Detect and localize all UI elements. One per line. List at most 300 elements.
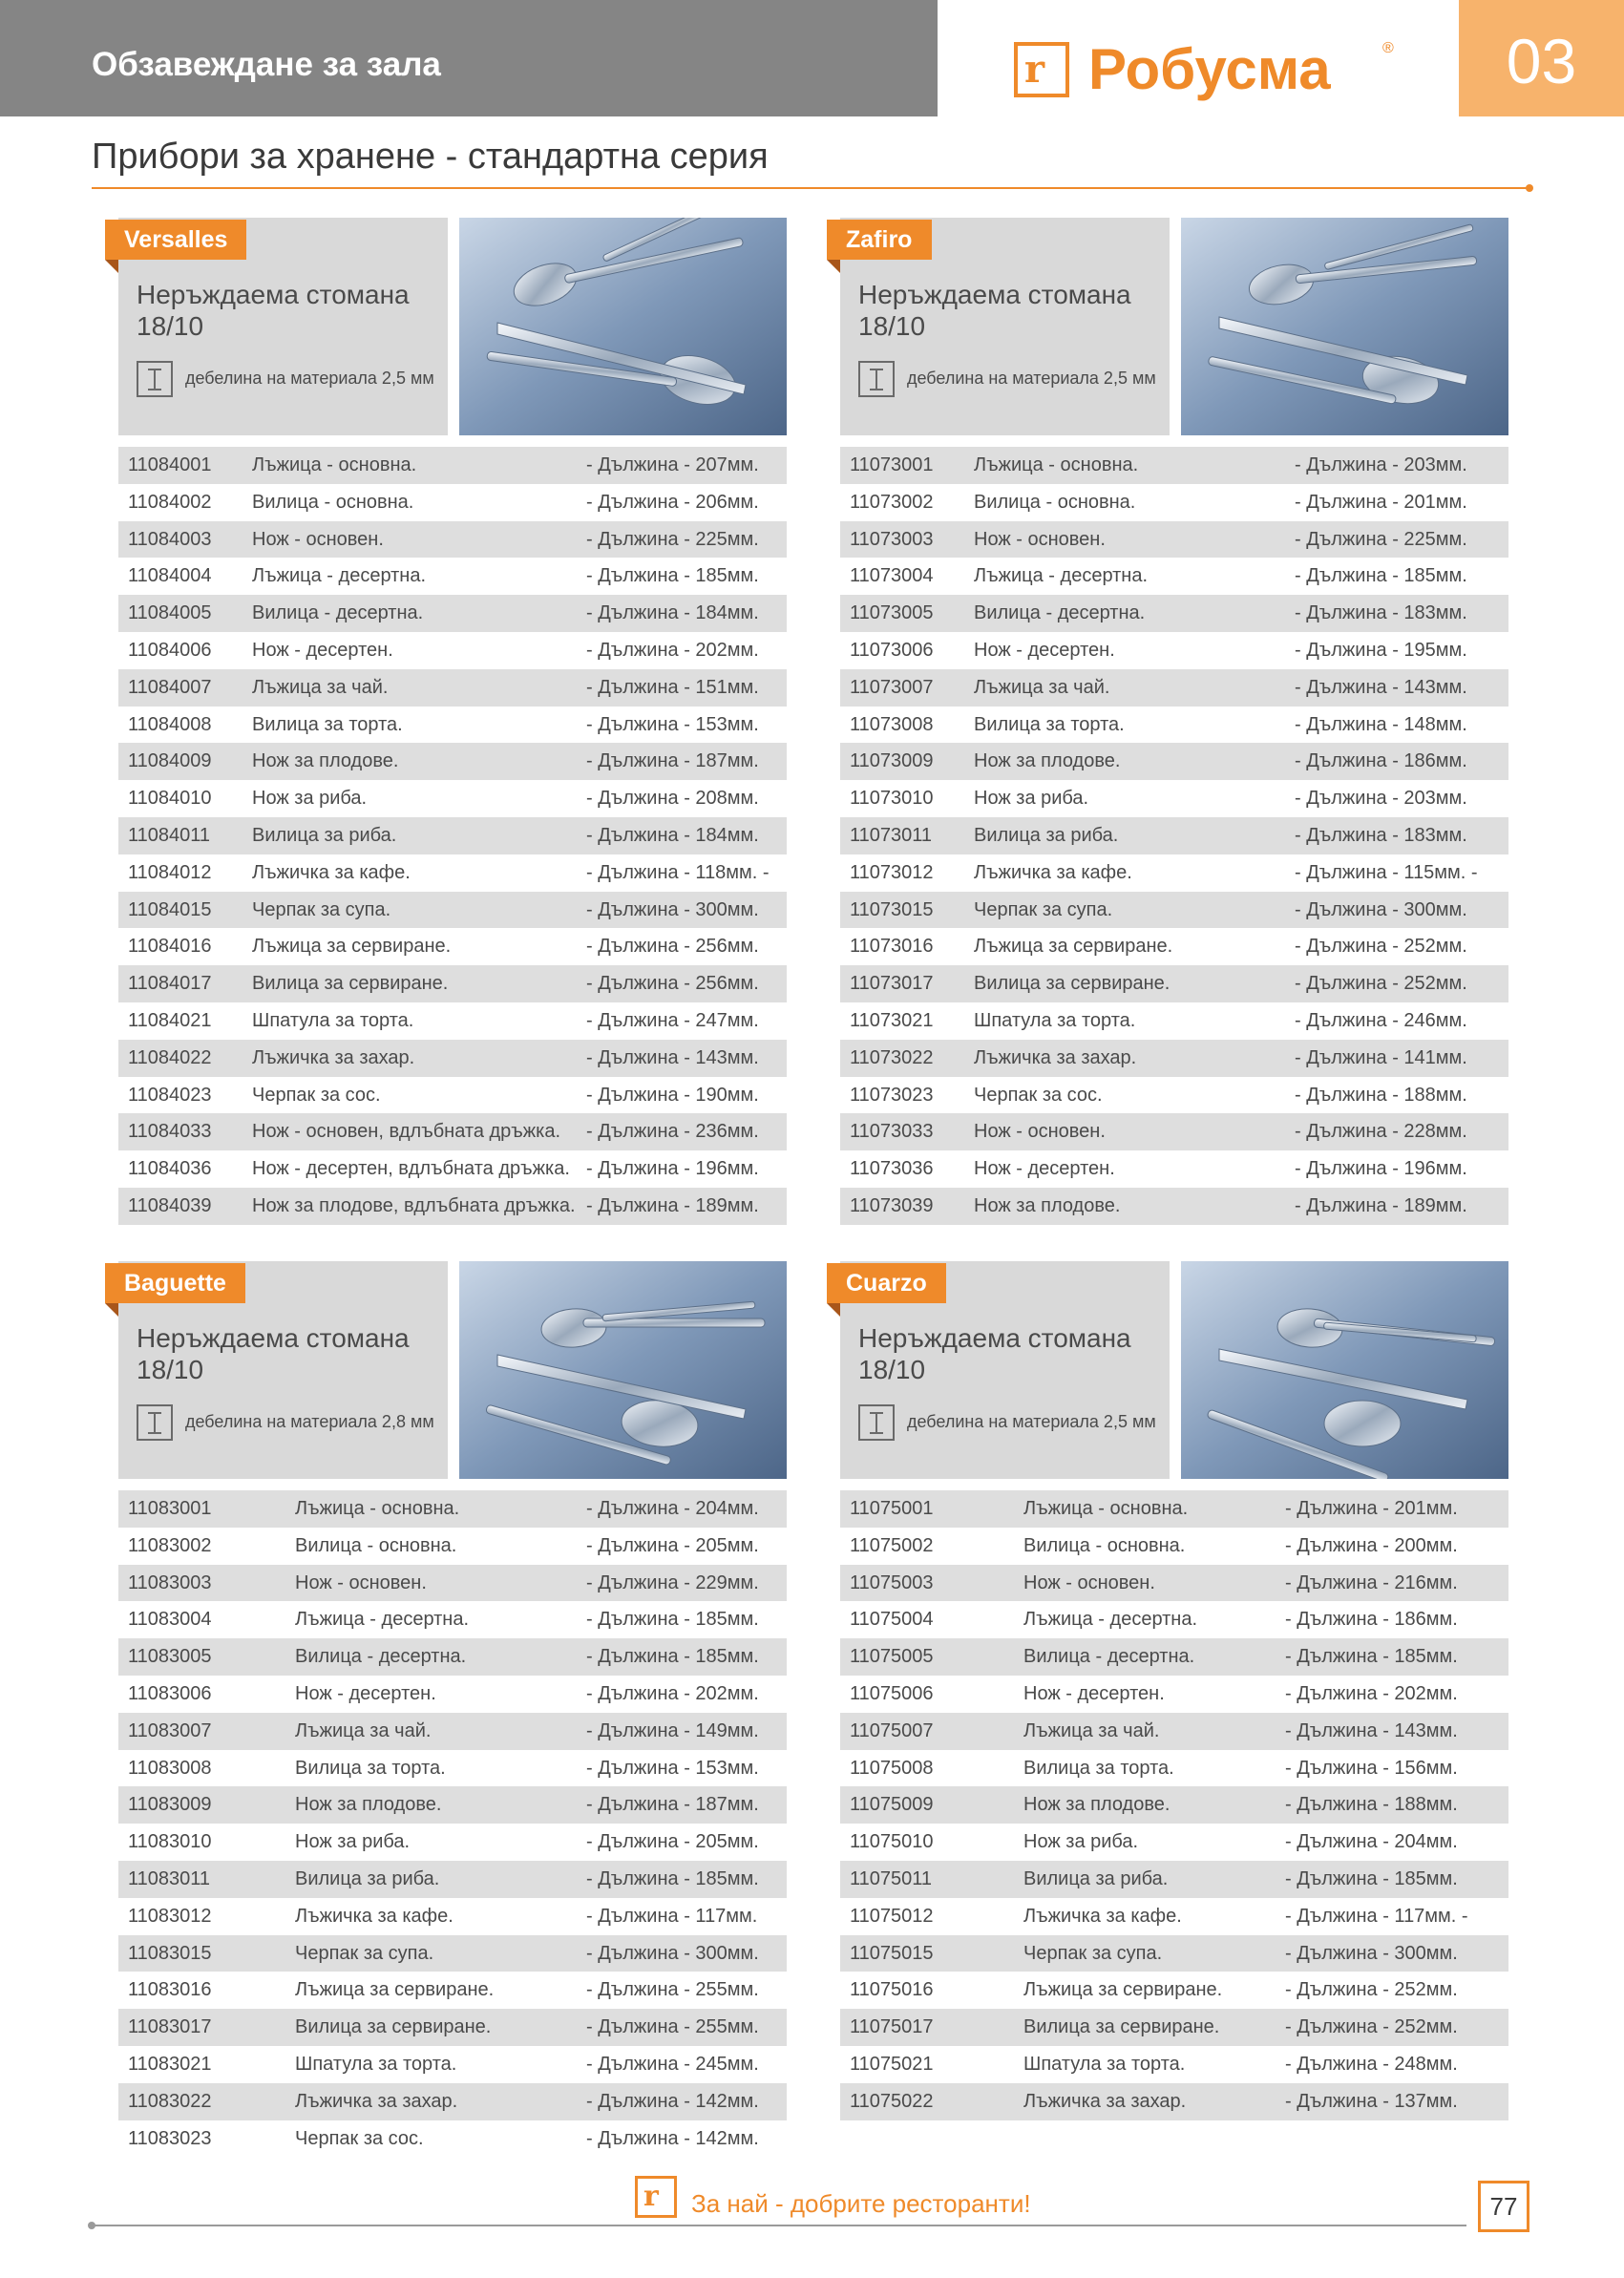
item-table xyxy=(840,1490,1508,2120)
item-description: Нож за плодове. xyxy=(974,1194,1121,1216)
item-description: Лъжица за чай. xyxy=(295,1719,432,1741)
table-row xyxy=(118,558,787,595)
item-description: Лъжица за сервиране. xyxy=(252,936,452,958)
item-description: Нож - основен. xyxy=(974,1121,1106,1143)
chapter-badge xyxy=(1459,0,1624,116)
table-row xyxy=(118,854,787,892)
cutlery-photo xyxy=(1181,218,1508,435)
item-length: - Дължина - 252мм. xyxy=(1295,936,1467,958)
item-length: - Дължина - 185мм. xyxy=(1285,1646,1458,1668)
item-description: Нож - основен. xyxy=(295,1571,427,1593)
tag-fold xyxy=(105,1303,118,1317)
item-code: 11083006 xyxy=(128,1682,212,1704)
item-length: - Дължина - 184мм. xyxy=(586,602,759,624)
table-row xyxy=(840,1150,1508,1188)
item-code: 11084022 xyxy=(128,1046,212,1068)
item-description: Лъжица - основна. xyxy=(295,1498,460,1519)
item-description: Черпак за сос. xyxy=(974,1084,1103,1106)
table-row xyxy=(118,928,787,965)
footer-brand-mark-icon: r xyxy=(635,2176,677,2218)
item-description: Вилица - десертна. xyxy=(252,602,424,624)
item-length: - Дължина - 202мм. xyxy=(586,1682,759,1704)
item-description: Лъжичка за кафе. xyxy=(252,861,411,883)
table-row xyxy=(118,1713,787,1750)
footer-slogan: За най - добрите ресторанти! xyxy=(691,2189,1031,2218)
item-code: 11073005 xyxy=(850,602,934,624)
item-code: 11083004 xyxy=(128,1609,212,1631)
item-table xyxy=(118,1490,787,2157)
table-row xyxy=(118,632,787,669)
item-description: Нож - десертен. xyxy=(252,639,393,661)
item-description: Нож - основен. xyxy=(252,528,384,550)
item-code: 11084016 xyxy=(128,936,212,958)
item-description: Нож - десертен, вдлъбната дръжка. xyxy=(252,1158,570,1180)
item-description: Лъжичка за захар. xyxy=(974,1046,1137,1068)
item-length: - Дължина - 201мм. xyxy=(1295,491,1467,513)
item-code: 11073006 xyxy=(850,639,934,661)
item-code: 11073004 xyxy=(850,565,934,587)
item-description: Лъжица - основна. xyxy=(1023,1498,1189,1519)
item-description: Черпак за сос. xyxy=(295,2127,424,2149)
table-row xyxy=(118,1002,787,1040)
item-length: - Дължина - 143мм. xyxy=(1285,1719,1458,1741)
page-number: 77 xyxy=(1478,2181,1529,2232)
item-description: Нож за плодове. xyxy=(252,750,399,772)
item-code: 11083015 xyxy=(128,1942,212,1964)
item-length: - Дължина - 256мм. xyxy=(586,973,759,995)
item-description: Вилица за торта. xyxy=(974,713,1125,735)
table-row xyxy=(118,1528,787,1565)
item-code: 11083002 xyxy=(128,1534,212,1556)
item-length: - Дължина - 225мм. xyxy=(586,528,759,550)
item-code: 11073036 xyxy=(850,1158,934,1180)
item-code: 11073039 xyxy=(850,1194,934,1216)
table-row xyxy=(840,595,1508,632)
footer-divider-dot xyxy=(88,2222,95,2229)
item-description: Лъжичка за захар. xyxy=(252,1046,415,1068)
table-row xyxy=(118,521,787,559)
item-code: 11084004 xyxy=(128,565,212,587)
table-row xyxy=(840,1528,1508,1565)
item-code: 11073021 xyxy=(850,1009,934,1031)
table-row xyxy=(118,595,787,632)
table-row xyxy=(840,558,1508,595)
item-description: Шпатула за торта. xyxy=(295,2053,457,2075)
table-row xyxy=(840,854,1508,892)
table-row xyxy=(840,447,1508,484)
table-row xyxy=(840,928,1508,965)
item-length: - Дължина - 185мм. xyxy=(586,565,759,587)
item-code: 11084009 xyxy=(128,750,212,772)
table-row xyxy=(118,1750,787,1787)
item-description: Вилица за сервиране. xyxy=(295,2016,492,2038)
item-length: - Дължина - 208мм. xyxy=(586,788,759,810)
table-row xyxy=(118,484,787,521)
item-description: Шпатула за торта. xyxy=(252,1009,414,1031)
item-code: 11084002 xyxy=(128,491,212,513)
brand-mark-icon: r xyxy=(1014,42,1069,97)
item-code: 11083009 xyxy=(128,1794,212,1816)
item-length: - Дължина - 143мм. xyxy=(586,1046,759,1068)
item-code: 11075002 xyxy=(850,1534,934,1556)
item-length: - Дължина - 252мм. xyxy=(1285,1979,1458,2001)
section-title: Обзавеждане за зала xyxy=(92,46,441,83)
item-code: 11075005 xyxy=(850,1646,934,1668)
item-description: Вилица за риба. xyxy=(295,1867,440,1889)
cutlery-photo xyxy=(1181,1261,1508,1479)
item-code: 11073008 xyxy=(850,713,934,735)
item-description: Вилица - основна. xyxy=(974,491,1136,513)
item-length: - Дължина - 186мм. xyxy=(1285,1609,1458,1631)
table-row xyxy=(840,1002,1508,1040)
item-description: Черпак за супа. xyxy=(974,898,1113,920)
item-description: Лъжичка за захар. xyxy=(1023,2090,1187,2112)
item-description: Лъжичка за кафе. xyxy=(974,861,1132,883)
item-length: - Дължина - 189мм. xyxy=(1295,1194,1467,1216)
table-row xyxy=(840,1676,1508,1713)
item-length: - Дължина - 204мм. xyxy=(586,1498,759,1519)
item-length: - Дължина - 184мм. xyxy=(586,824,759,846)
table-row xyxy=(840,1077,1508,1114)
item-description: Лъжица за сервиране. xyxy=(1023,1979,1223,2001)
item-code: 11083016 xyxy=(128,1979,212,2001)
item-description: Вилица за торта. xyxy=(252,713,403,735)
table-row xyxy=(840,632,1508,669)
tag-fold xyxy=(827,1303,840,1317)
item-code: 11083011 xyxy=(128,1867,211,1889)
item-length: - Дължина - 137мм. xyxy=(1285,2090,1458,2112)
item-code: 11075016 xyxy=(850,1979,934,2001)
item-description: Лъжица - десертна. xyxy=(1023,1609,1198,1631)
item-code: 11084010 xyxy=(128,788,212,810)
item-code: 11084017 xyxy=(128,973,212,995)
item-code: 11075008 xyxy=(850,1757,934,1779)
tag-fold xyxy=(105,260,118,273)
series-thickness: дебелина на материала 2,5 мм xyxy=(907,369,1156,388)
item-code: 11075006 xyxy=(850,1682,934,1704)
item-description: Черпак за сос. xyxy=(252,1084,381,1106)
item-description: Нож за плодове. xyxy=(295,1794,442,1816)
item-code: 11084015 xyxy=(128,898,212,920)
table-row xyxy=(118,965,787,1002)
table-row xyxy=(118,2120,787,2158)
item-code: 11084006 xyxy=(128,639,212,661)
item-code: 11073011 xyxy=(850,824,933,846)
item-description: Лъжичка за захар. xyxy=(295,2090,458,2112)
item-code: 11084011 xyxy=(128,824,211,846)
item-length: - Дължина - 196мм. xyxy=(1295,1158,1467,1180)
item-length: - Дължина - 188мм. xyxy=(1295,1084,1467,1106)
item-length: - Дължина - 151мм. xyxy=(586,676,759,698)
series-name-tag: Cuarzo xyxy=(827,1263,946,1303)
item-code: 11084036 xyxy=(128,1158,212,1180)
item-length: - Дължина - 117мм. xyxy=(586,1905,758,1927)
item-length: - Дължина - 202мм. xyxy=(586,639,759,661)
item-code: 11084023 xyxy=(128,1084,212,1106)
item-description: Нож - десертен. xyxy=(1023,1682,1165,1704)
cutlery-photo xyxy=(459,1261,787,1479)
item-description: Нож за риба. xyxy=(1023,1831,1139,1853)
item-code: 11083005 xyxy=(128,1646,212,1668)
item-description: Нож за плодове. xyxy=(974,750,1121,772)
item-description: Лъжичка за кафе. xyxy=(1023,1905,1182,1927)
item-length: - Дължина - 185мм. xyxy=(1285,1867,1458,1889)
series-name-tag: Baguette xyxy=(105,1263,245,1303)
table-row xyxy=(840,1490,1508,1528)
series-name-tag: Versalles xyxy=(105,220,246,260)
table-row xyxy=(840,1786,1508,1824)
item-description: Вилица за сервиране. xyxy=(974,973,1171,995)
item-code: 11073003 xyxy=(850,528,934,550)
item-code: 11083007 xyxy=(128,1719,212,1741)
item-length: - Дължина - 203мм. xyxy=(1295,788,1467,810)
item-code: 11073033 xyxy=(850,1121,934,1143)
item-table xyxy=(840,447,1508,1225)
item-description: Вилица за риба. xyxy=(252,824,397,846)
item-code: 11083008 xyxy=(128,1757,212,1779)
item-code: 11084003 xyxy=(128,528,212,550)
item-length: - Дължина - 228мм. xyxy=(1295,1121,1467,1143)
item-length: - Дължина - 229мм. xyxy=(586,1571,759,1593)
item-description: Черпак за супа. xyxy=(295,1942,434,1964)
thickness-gauge-icon xyxy=(858,1404,895,1441)
item-length: - Дължина - 190мм. xyxy=(586,1084,759,1106)
table-row xyxy=(840,669,1508,707)
item-code: 11075011 xyxy=(850,1867,933,1889)
item-length: - Дължина - 300мм. xyxy=(586,1942,759,1964)
item-code: 11075004 xyxy=(850,1609,934,1631)
item-description: Вилица - десертна. xyxy=(295,1646,467,1668)
item-code: 11075015 xyxy=(850,1942,934,1964)
item-code: 11084005 xyxy=(128,602,212,624)
item-code: 11084001 xyxy=(128,454,212,475)
table-row xyxy=(840,1824,1508,1861)
item-description: Нож - десертен. xyxy=(974,639,1115,661)
item-length: - Дължина - 187мм. xyxy=(586,1794,759,1816)
item-description: Лъжичка за кафе. xyxy=(295,1905,453,1927)
item-code: 11073023 xyxy=(850,1084,934,1106)
item-code: 11084039 xyxy=(128,1194,212,1216)
series-info-box xyxy=(840,1261,1170,1479)
item-length: - Дължина - 300мм. xyxy=(586,898,759,920)
series-material: Неръждаема стомана 18/10 xyxy=(137,1323,410,1384)
item-length: - Дължина - 245мм. xyxy=(586,2053,759,2075)
item-length: - Дължина - 225мм. xyxy=(1295,528,1467,550)
item-code: 11073012 xyxy=(850,861,934,883)
item-description: Черпак за супа. xyxy=(252,898,391,920)
item-length: - Дължина - 216мм. xyxy=(1285,1571,1458,1593)
table-row xyxy=(840,743,1508,780)
item-length: - Дължина - 153мм. xyxy=(586,713,759,735)
item-length: - Дължина - 206мм. xyxy=(586,491,759,513)
table-row xyxy=(840,1040,1508,1077)
item-code: 11083003 xyxy=(128,1571,212,1593)
item-description: Вилица - основна. xyxy=(1023,1534,1186,1556)
table-row xyxy=(118,1824,787,1861)
table-row xyxy=(840,892,1508,929)
item-code: 11075022 xyxy=(850,2090,934,2112)
series-info-box xyxy=(118,218,448,435)
item-description: Нож - основен. xyxy=(1023,1571,1155,1593)
table-row xyxy=(840,817,1508,854)
item-length: - Дължина - 115мм. - xyxy=(1295,861,1478,883)
item-length: - Дължина - 143мм. xyxy=(1295,676,1467,698)
item-description: Вилица за риба. xyxy=(1023,1867,1169,1889)
table-row xyxy=(118,2083,787,2120)
item-length: - Дължина - 188мм. xyxy=(1285,1794,1458,1816)
tag-fold xyxy=(827,260,840,273)
table-row xyxy=(118,1861,787,1898)
table-row xyxy=(840,484,1508,521)
table-row xyxy=(118,1150,787,1188)
table-row xyxy=(840,2009,1508,2046)
table-row xyxy=(118,2009,787,2046)
table-row xyxy=(840,1638,1508,1676)
series-info-box xyxy=(840,218,1170,435)
item-description: Нож за плодове. xyxy=(1023,1794,1171,1816)
table-row xyxy=(118,743,787,780)
item-description: Вилица - десертна. xyxy=(1023,1646,1195,1668)
table-row xyxy=(118,1676,787,1713)
item-description: Вилица - основна. xyxy=(295,1534,457,1556)
table-row xyxy=(840,1601,1508,1638)
item-description: Лъжица - десертна. xyxy=(974,565,1149,587)
item-code: 11084012 xyxy=(128,861,212,883)
table-row xyxy=(118,1935,787,1972)
item-length: - Дължина - 207мм. xyxy=(586,454,759,475)
thickness-gauge-icon xyxy=(137,361,173,397)
item-code: 11075010 xyxy=(850,1831,934,1853)
table-row xyxy=(118,1972,787,2009)
table-row xyxy=(118,1077,787,1114)
item-code: 11083001 xyxy=(128,1498,212,1519)
title-divider xyxy=(92,187,1529,189)
item-length: - Дължина - 200мм. xyxy=(1285,1534,1458,1556)
item-length: - Дължина - 204мм. xyxy=(1285,1831,1458,1853)
table-row xyxy=(118,707,787,744)
item-length: - Дължина - 255мм. xyxy=(586,1979,759,2001)
item-description: Нож за риба. xyxy=(252,788,368,810)
item-description: Нож за риба. xyxy=(295,1831,411,1853)
brand-name: Робусма xyxy=(1088,37,1331,101)
item-description: Черпак за супа. xyxy=(1023,1942,1163,1964)
item-description: Лъжица - основна. xyxy=(252,454,417,475)
item-code: 11083010 xyxy=(128,1831,212,1853)
item-code: 11075017 xyxy=(850,2016,934,2038)
item-length: - Дължина - 148мм. xyxy=(1295,713,1467,735)
item-length: - Дължина - 185мм. xyxy=(586,1646,759,1668)
item-length: - Дължина - 141мм. xyxy=(1295,1046,1467,1068)
series-thickness: дебелина на материала 2,5 мм xyxy=(907,1412,1156,1431)
item-description: Вилица - десертна. xyxy=(974,602,1146,624)
table-row xyxy=(118,1490,787,1528)
page-title: Прибори за хранене - стандартна серия xyxy=(92,137,769,177)
item-code: 11075009 xyxy=(850,1794,934,1816)
item-length: - Дължина - 189мм. xyxy=(586,1194,759,1216)
table-row xyxy=(840,1861,1508,1898)
table-row xyxy=(840,1113,1508,1150)
item-code: 11084033 xyxy=(128,1121,212,1143)
item-code: 11073015 xyxy=(850,898,934,920)
item-description: Вилица за торта. xyxy=(1023,1757,1174,1779)
series-material: Неръждаема стомана 18/10 xyxy=(858,1323,1131,1384)
item-table xyxy=(118,447,787,1225)
table-row xyxy=(118,1601,787,1638)
item-code: 11084007 xyxy=(128,676,212,698)
item-length: - Дължина - 201мм. xyxy=(1285,1498,1458,1519)
title-divider-dot xyxy=(1526,184,1533,192)
item-description: Лъжица за чай. xyxy=(974,676,1110,698)
item-length: - Дължина - 247мм. xyxy=(586,1009,759,1031)
item-length: - Дължина - 300мм. xyxy=(1295,898,1467,920)
item-length: - Дължина - 153мм. xyxy=(586,1757,759,1779)
item-length: - Дължина - 196мм. xyxy=(586,1158,759,1180)
item-length: - Дължина - 203мм. xyxy=(1295,454,1467,475)
item-code: 11083012 xyxy=(128,1905,212,1927)
item-code: 11073001 xyxy=(850,454,934,475)
series-name-tag: Zafiro xyxy=(827,220,932,260)
item-code: 11075003 xyxy=(850,1571,934,1593)
series-info-box xyxy=(118,1261,448,1479)
item-length: - Дължина - 252мм. xyxy=(1285,2016,1458,2038)
table-row xyxy=(118,1786,787,1824)
item-length: - Дължина - 185мм. xyxy=(586,1867,759,1889)
item-description: Шпатула за торта. xyxy=(974,1009,1136,1031)
table-row xyxy=(840,1972,1508,2009)
item-description: Лъжица за чай. xyxy=(1023,1719,1160,1741)
item-description: Вилица за торта. xyxy=(295,1757,446,1779)
item-description: Нож за плодове, вдлъбната дръжка. xyxy=(252,1194,576,1216)
table-row xyxy=(118,780,787,817)
item-code: 11073016 xyxy=(850,936,934,958)
table-row xyxy=(118,2046,787,2083)
table-row xyxy=(840,1898,1508,1935)
item-code: 11075021 xyxy=(850,2053,934,2075)
item-description: Вилица за сервиране. xyxy=(252,973,449,995)
table-row xyxy=(840,1565,1508,1602)
table-row xyxy=(840,2083,1508,2120)
table-row xyxy=(840,2046,1508,2083)
series-material: Неръждаема стомана 18/10 xyxy=(137,280,410,341)
item-description: Вилица за риба. xyxy=(974,824,1119,846)
item-code: 11075012 xyxy=(850,1905,934,1927)
cutlery-photo xyxy=(459,218,787,435)
item-length: - Дължина - 246мм. xyxy=(1295,1009,1467,1031)
item-code: 11073010 xyxy=(850,788,934,810)
item-description: Вилица - основна. xyxy=(252,491,414,513)
item-description: Лъжица - основна. xyxy=(974,454,1139,475)
item-description: Нож - десертен. xyxy=(974,1158,1115,1180)
item-description: Лъжица за чай. xyxy=(252,676,389,698)
table-row xyxy=(118,1898,787,1935)
item-description: Лъжица за сервиране. xyxy=(974,936,1173,958)
item-length: - Дължина - 186мм. xyxy=(1295,750,1467,772)
table-row xyxy=(840,1935,1508,1972)
table-row xyxy=(840,521,1508,559)
item-code: 11073007 xyxy=(850,676,934,698)
item-code: 11075001 xyxy=(850,1498,934,1519)
thickness-gauge-icon xyxy=(137,1404,173,1441)
item-length: - Дължина - 195мм. xyxy=(1295,639,1467,661)
item-length: - Дължина - 156мм. xyxy=(1285,1757,1458,1779)
item-description: Вилица за сервиране. xyxy=(1023,2016,1220,2038)
item-length: - Дължина - 118мм. - xyxy=(586,861,770,883)
item-description: Нож - десертен. xyxy=(295,1682,436,1704)
item-length: - Дължина - 187мм. xyxy=(586,750,759,772)
item-code: 11083023 xyxy=(128,2127,212,2149)
item-length: - Дължина - 248мм. xyxy=(1285,2053,1458,2075)
item-code: 11083021 xyxy=(128,2053,212,2075)
